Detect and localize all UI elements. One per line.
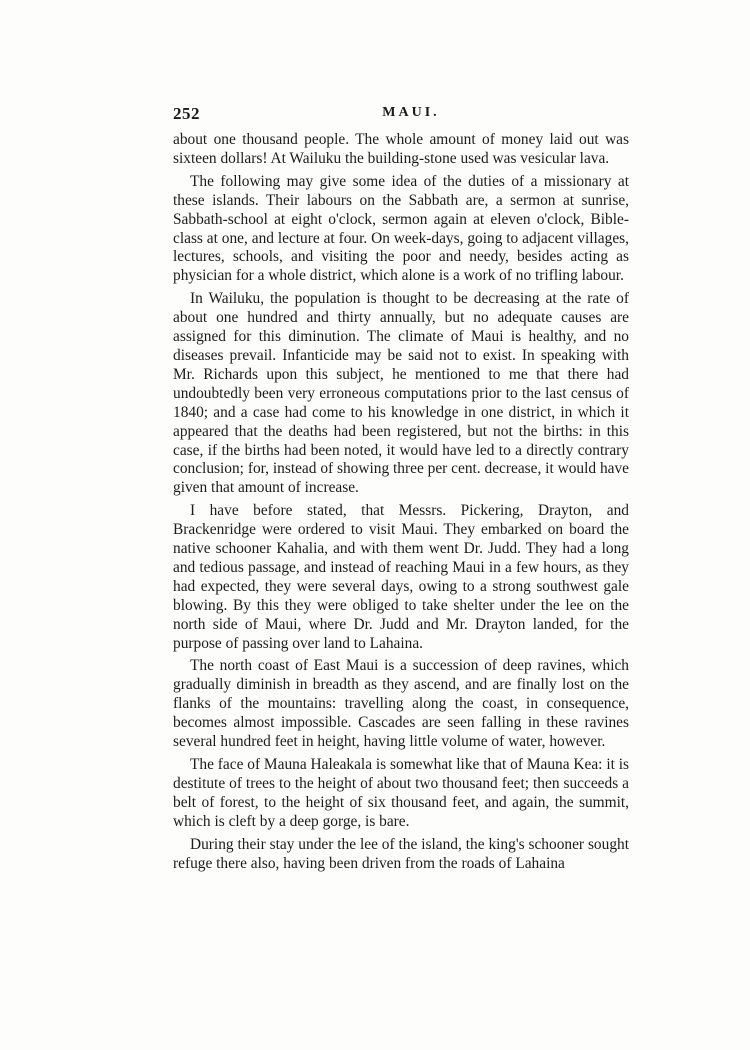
paragraph-continued: about one thousand people. The whole amount of money laid out was sixteen dollars! At Wailuku the building-stone used was vesicular lava. xyxy=(173,131,629,167)
running-head: MAUI. xyxy=(382,105,440,120)
paragraph-missionary-duties: The following may give some idea of the duties of a missionary at these islands. Their labours on the Sabbath are, a sermon at sunrise, Sabbath-school at eight o'clock, sermon again at eleven o'clock, Bible-class at one, and lecture at four. On week-days, going to adjacent villages, lectures, schools, and visiting the poor and needy, besides acting as physician for a whole district, which alone is a work of no trifling labour. xyxy=(173,172,629,285)
paragraph-haleakala: The face of Mauna Haleakala is somewhat like that of Mauna Kea: it is destitute of trees to the height of about two thousand feet; then succeeds a belt of forest, to the height of six thousand feet, and again, the summit, which is cleft by a deep gorge, is bare. xyxy=(173,756,629,830)
paragraph-schooner: During their stay under the lee of the island, the king's schooner sought refuge there also, having been driven from the roads of Lahaina xyxy=(173,835,629,872)
page-number: 252 xyxy=(173,104,200,123)
paragraph-population: In Wailuku, the population is thought to be decreasing at the rate of about one hundred and thirty annually, but no adequate causes are assigned for this diminution. The climate of Maui is healthy, and no diseases prevail. Infanticide may be said not to exist. In speaking with Mr. Richards upon this subject, he mentioned to me that there had undoubtedly been very erroneous computations prior to the last census of 1840; and a case had come to his knowledge in one district, in which it appeared that the deaths had been registered, but not the births: in this case, if the births had been noted, it would have led to a directly contrary conclusion; for, instead of showing three per cent. decrease, it would have given that amount of increase. xyxy=(173,290,629,497)
page-header xyxy=(173,104,629,128)
paragraph-north-coast: The north coast of East Maui is a succession of deep ravines, which gradually diminish in breadth as they ascend, and are finally lost on the flanks of the mountains: travelling along the coast, in consequence, becomes almost impossible. Cascades are seen falling in these ravines several hundred feet in height, having little volume of water, however. xyxy=(173,657,629,751)
body-text xyxy=(173,131,629,877)
paragraph-expedition: I have before stated, that Messrs. Pickering, Drayton, and Brackenridge were ordered to visit Maui. They embarked on board the native schooner Kahalia, and with them went Dr. Judd. They had a long and tedious passage, and instead of reaching Maui in a few hours, as they had expected, they were several days, owing to a strong southwest gale blowing. By this they were obliged to take shelter under the lee on the north side of Maui, where Dr. Judd and Mr. Drayton landed, for the purpose of passing over land to Lahaina. xyxy=(173,502,629,652)
